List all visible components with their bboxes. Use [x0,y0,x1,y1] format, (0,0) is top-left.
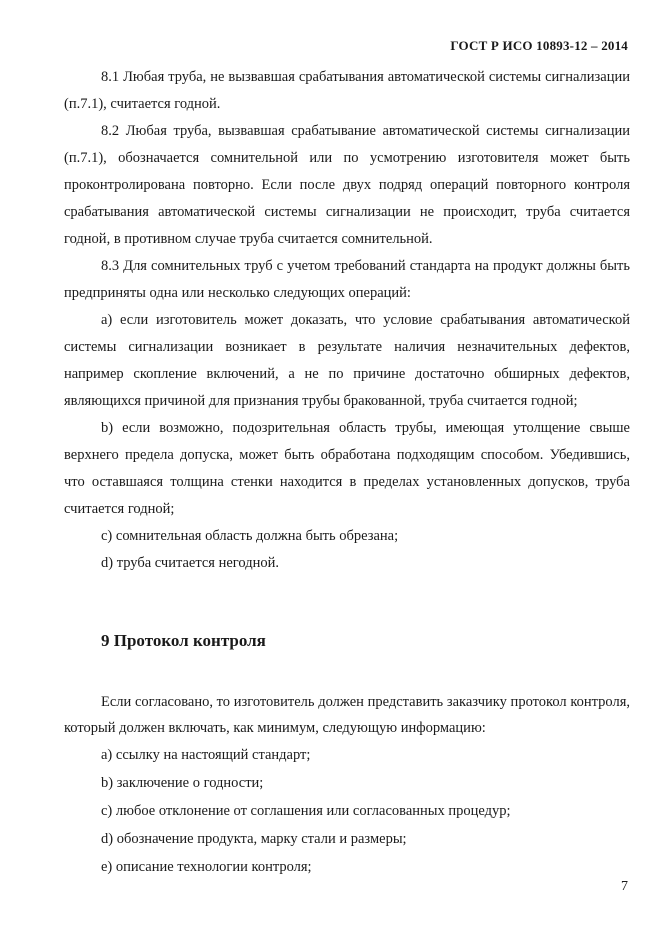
list-item-8-3-c: c) сомнительная область должна быть обрезана; [101,528,399,544]
section-9-body [64,690,630,881]
paragraph-8-2: 8.2 Любая труба, вызвавшая срабатывание автоматической системы сигнализации (п.7.1), обозначается сомнительной или по усмотрению изготовителя может быть проконтролирована повторно. Если после двух подряд операций повторного контроля срабатывания автоматической системы сигнализации не происходит, труба считается годной, в противном случае труба считается сомнительной. [64,123,630,247]
list-item-9-e: e) описание технологии контроля; [101,859,312,875]
section-8-body [64,64,630,577]
section-9-intro: Если согласовано, то изготовитель должен представить заказчику протокол контроля, который должен включать, как минимум, следующую информацию: [64,694,630,736]
paragraph-8-1: 8.1 Любая труба, не вызвавшая срабатывания автоматической системы сигнализации (п.7.1), считается годной. [64,69,630,112]
section-9-heading: 9 Протокол контроля [101,631,266,650]
page-number: 7 [621,879,628,894]
list-item-8-3-a: a) если изготовитель может доказать, что условие срабатывания автоматической системы сигнализации возникает в результате наличия незначительных дефектов, например скопление включений, а не по причине достаточно обширных дефектов, являющихся причиной для признания трубы бракованной, труба считается годной; [64,312,630,409]
list-item-9-d: d) обозначение продукта, марку стали и размеры; [101,831,407,847]
list-item-9-c: c) любое отклонение от соглашения или согласованных процедур; [101,803,511,819]
list-item-8-3-d: d) труба считается негодной. [101,555,279,571]
list-item-9-a: a) ссылку на настоящий стандарт; [101,747,311,763]
paragraph-8-3: 8.3 Для сомнительных труб с учетом требований стандарта на продукт должны быть предприняты одна или несколько следующих операций: [64,258,630,301]
standard-code-header: ГОСТ Р ИСО 10893-12 – 2014 [450,38,628,53]
list-item-8-3-b: b) если возможно, подозрительная область трубы, имеющая утолщение свыше верхнего предела допуска, может быть обработана подходящим способом. Убедившись, что оставшаяся толщина стенки находится в пределах установленных допусков, труба считается годной; [64,420,630,517]
list-item-9-b: b) заключение о годности; [101,775,264,791]
